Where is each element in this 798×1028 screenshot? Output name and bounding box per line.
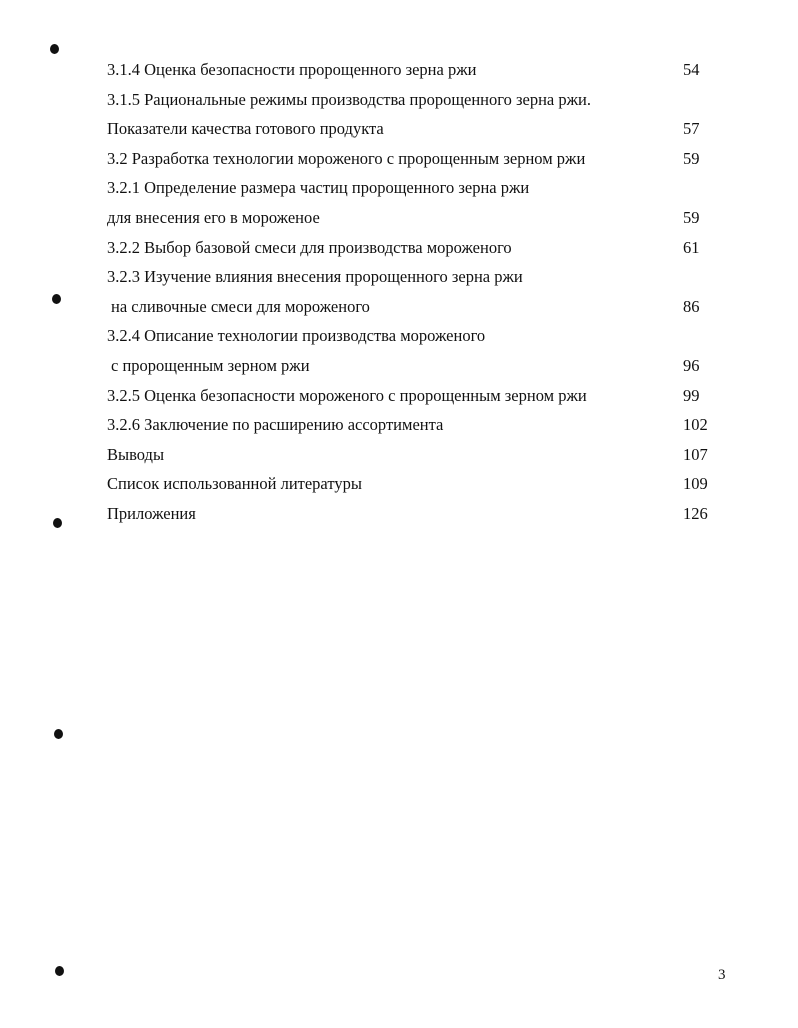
toc-entry-title: 3.2.3 Изучение влияния внесения пророщенного зерна ржи bbox=[107, 267, 523, 287]
toc-entry-page: 57 bbox=[683, 119, 700, 139]
toc-entry-title: для внесения его в мороженое bbox=[107, 207, 320, 227]
toc-entry bbox=[0, 85, 798, 115]
punch-hole-mark bbox=[50, 44, 59, 54]
toc-entry-page: 99 bbox=[683, 385, 700, 405]
toc-entry bbox=[0, 469, 798, 499]
punch-hole-mark bbox=[54, 729, 63, 739]
toc-entry bbox=[0, 203, 798, 233]
toc-entry-title: Приложения bbox=[107, 503, 196, 523]
toc-entry bbox=[0, 499, 798, 529]
toc-entry bbox=[0, 351, 798, 381]
table-of-contents bbox=[0, 55, 798, 529]
toc-entry-title: 3.2.6 Заключение по расширению ассортимента bbox=[107, 415, 444, 435]
toc-entry-title: 3.2.2 Выбор базовой смеси для производства мороженого bbox=[107, 237, 512, 257]
toc-entry-title: 3.2 Разработка технологии мороженого с пророщенным зерном ржи bbox=[107, 148, 586, 168]
toc-entry-title: 3.2.4 Описание технологии производства мороженого bbox=[107, 326, 486, 346]
toc-entry-title: с пророщенным зерном ржи bbox=[111, 355, 310, 375]
toc-entry-title: Показатели качества готового продукта bbox=[107, 119, 384, 139]
toc-entry-page: 107 bbox=[683, 444, 708, 464]
toc-entry bbox=[0, 440, 798, 470]
toc-entry-title: Список использованной литературы bbox=[107, 474, 362, 494]
toc-entry bbox=[0, 114, 798, 144]
toc-entry bbox=[0, 173, 798, 203]
toc-entry bbox=[0, 321, 798, 351]
toc-entry-page: 109 bbox=[683, 474, 708, 494]
toc-entry-page: 54 bbox=[683, 60, 700, 79]
toc-entry bbox=[0, 144, 798, 174]
toc-entry bbox=[0, 55, 798, 85]
toc-entry-page: 59 bbox=[683, 207, 700, 227]
toc-entry-title: 3.1.5 Рациональные режимы производства пророщенного зерна ржи. bbox=[107, 89, 591, 109]
toc-entry-page: 61 bbox=[683, 237, 700, 257]
toc-entry-page: 126 bbox=[683, 503, 708, 523]
toc-entry-title: 3.1.4 Оценка безопасности пророщенного зерна ржи bbox=[107, 60, 477, 79]
toc-entry-page: 59 bbox=[683, 148, 700, 168]
toc-entry-title: 3.2.1 Определение размера частиц пророщенного зерна ржи bbox=[107, 178, 530, 198]
toc-entry-title: 3.2.5 Оценка безопасности мороженого с пророщенным зерном ржи bbox=[107, 385, 587, 405]
page-number: 3 bbox=[718, 967, 726, 983]
toc-entry bbox=[0, 381, 798, 411]
toc-entry bbox=[0, 262, 798, 292]
toc-entry bbox=[0, 410, 798, 440]
toc-entry-page: 86 bbox=[683, 296, 700, 316]
punch-hole-mark bbox=[55, 966, 64, 976]
toc-entry-page: 96 bbox=[683, 355, 700, 375]
toc-entry-page: 102 bbox=[683, 415, 708, 435]
toc-entry bbox=[0, 233, 798, 263]
toc-entry-title: Выводы bbox=[107, 444, 165, 464]
toc-entry-title: на сливочные смеси для мороженого bbox=[111, 296, 370, 316]
toc-entry bbox=[0, 292, 798, 322]
